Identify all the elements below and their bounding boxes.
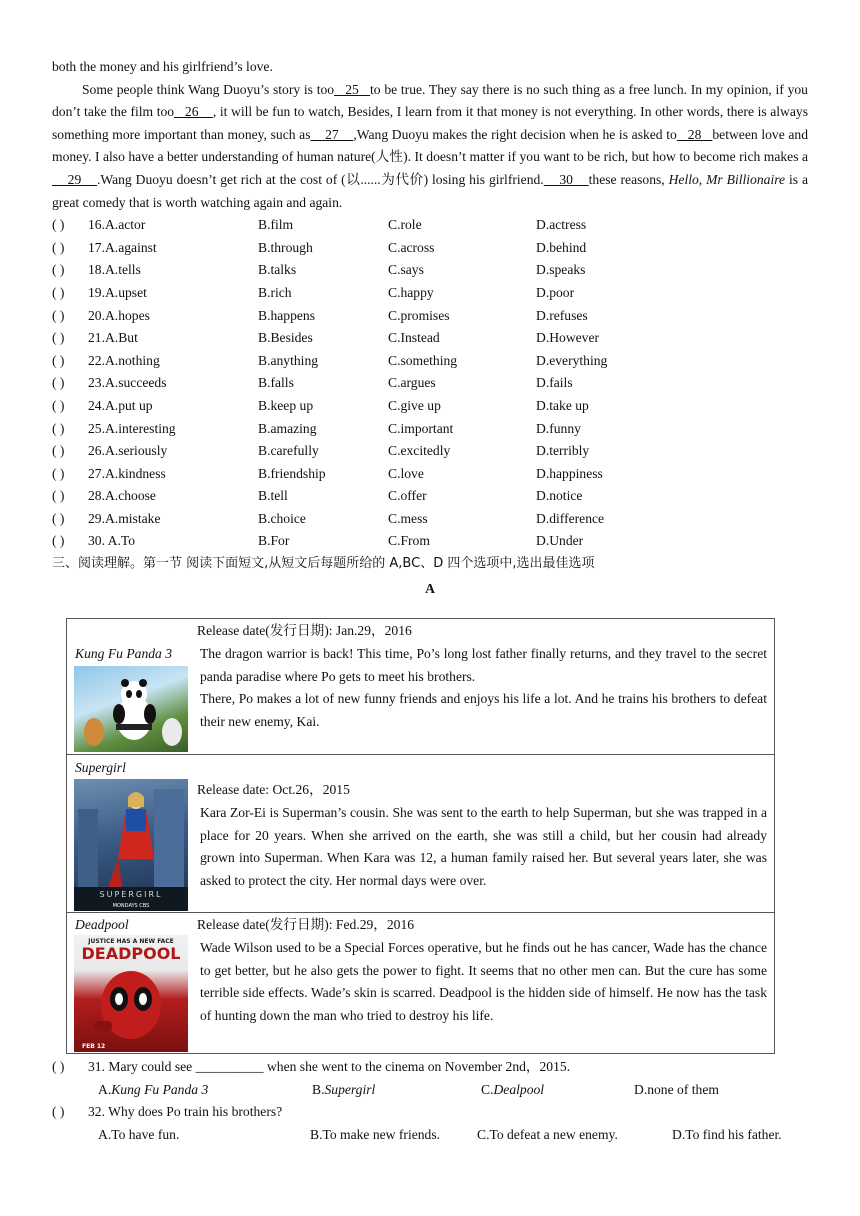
question-stem: 31. Mary could see __________ when she went to the cinema on November 2nd，2015. — [88, 1059, 571, 1074]
answer-paren[interactable]: ( ) — [52, 420, 65, 436]
answer-blank: 28 — [676, 126, 713, 142]
option-row — [52, 214, 808, 237]
option-c[interactable]: C.To defeat a new enemy. — [477, 1126, 618, 1142]
option-a[interactable]: A.Kung Fu Panda 3 — [98, 1081, 209, 1097]
option-c[interactable]: C.important — [388, 420, 454, 436]
option-c[interactable]: C.give up — [388, 397, 441, 413]
release-date: Release date(发行日期): Fed.29，2016 — [197, 917, 415, 932]
option-d[interactable]: D.take up — [536, 397, 589, 413]
option-row — [52, 372, 808, 395]
option-c[interactable]: C.Instead — [388, 330, 440, 346]
passage-text: between love and money. I also have a better understanding of human nature(人性). It doesn’t matter if you want to be rich, but how to become rich makes a — [52, 126, 809, 165]
answer-paren[interactable]: ( ) — [52, 330, 65, 346]
answer-paren[interactable]: ( ) — [52, 1059, 65, 1074]
option-d[interactable]: D.none of them — [634, 1081, 719, 1097]
option-a[interactable]: 25.A.interesting — [88, 420, 176, 436]
passage-text: to be true. They say there is no such thing as a free lunch. In my opinion, if you don’t take the film too — [52, 81, 808, 120]
option-row — [52, 463, 808, 486]
passage-line-0: both the money and his girlfriend’s love. — [52, 59, 273, 74]
option-b[interactable]: B.To make new friends. — [310, 1126, 441, 1142]
option-a[interactable]: A.To have fun. — [98, 1126, 180, 1142]
poster-tagline: JUSTICE HAS A NEW FACE — [88, 938, 174, 945]
passage-text: these reasons, — [588, 171, 669, 187]
option-b[interactable]: B.tell — [258, 488, 288, 504]
option-d[interactable]: D.happiness — [536, 465, 603, 481]
option-c[interactable]: C.argues — [388, 375, 436, 391]
option-row — [52, 395, 808, 418]
option-b[interactable]: B.Besides — [258, 330, 313, 346]
option-row — [52, 259, 808, 282]
option-row — [52, 440, 808, 463]
question-31 — [52, 1056, 812, 1146]
answer-blank: 26 — [174, 104, 213, 120]
movie-row-deadpool — [67, 913, 775, 1054]
option-row — [52, 508, 808, 531]
option-c[interactable]: C.love — [388, 465, 424, 481]
option-a[interactable]: 18.A.tells — [88, 262, 141, 278]
option-a[interactable]: 29.A.mistake — [88, 510, 161, 526]
option-c[interactable]: C.promises — [388, 307, 450, 323]
answer-paren[interactable]: ( ) — [52, 1104, 65, 1120]
option-c[interactable]: C.excitedly — [388, 443, 451, 459]
option-row — [52, 530, 808, 553]
option-a[interactable]: 17.A.against — [88, 239, 157, 255]
option-a[interactable]: 30. A.To — [88, 533, 136, 549]
option-b[interactable]: B.carefully — [258, 443, 319, 459]
answer-blank: 25 — [334, 81, 371, 97]
option-b[interactable]: B.falls — [258, 375, 294, 391]
option-d[interactable]: D.behind — [536, 239, 587, 255]
options-list — [52, 214, 808, 553]
section-letter: A — [425, 580, 435, 596]
option-row — [52, 237, 808, 260]
answer-paren[interactable]: ( ) — [52, 284, 65, 300]
option-row — [52, 305, 808, 328]
option-d[interactable]: D.terribly — [536, 443, 590, 459]
option-b[interactable]: B.For — [258, 533, 290, 549]
option-a[interactable]: 28.A.choose — [88, 488, 156, 504]
answer-paren[interactable]: ( ) — [52, 307, 65, 323]
movie-row-panda — [67, 619, 775, 755]
answer-paren[interactable]: ( ) — [52, 488, 65, 504]
movie-description-2: There, Po makes a lot of new funny friends and enjoys his life a lot. And he trains his brothers to defeat their new enemy, Kai. — [200, 691, 767, 729]
answer-paren[interactable]: ( ) — [52, 217, 65, 233]
option-b[interactable]: B.anything — [258, 352, 319, 368]
answer-paren[interactable]: ( ) — [52, 397, 65, 413]
option-d[interactable]: D.poor — [536, 284, 575, 300]
poster-title-text: SUPERGIRL — [99, 890, 163, 899]
option-d[interactable]: D.fails — [536, 375, 573, 391]
option-d[interactable]: D.speaks — [536, 262, 586, 278]
option-d[interactable]: D.To find his father. — [672, 1126, 782, 1142]
option-d[interactable]: D.actress — [536, 217, 587, 233]
answer-paren[interactable]: ( ) — [52, 239, 65, 255]
option-a[interactable]: 21.A.But — [88, 330, 138, 346]
release-date: Release date(发行日期): Jan.29，2016 — [197, 623, 412, 638]
option-d[interactable]: D.However — [536, 330, 600, 346]
option-c[interactable]: C.mess — [388, 510, 428, 526]
option-a[interactable]: 19.A.upset — [88, 284, 147, 300]
option-row — [52, 485, 808, 508]
answer-paren[interactable]: ( ) — [52, 443, 65, 459]
movie-description: Kara Zor-Ei is Superman’s cousin. She was sent to the earth to help Superman, but she was trapped in a place for 20 years. When she arrived on the earth, she was still a child, but her cousin had already grown into Superman. When Kara was 12, a human family raised her. But several years later, she was asked to protect the city. Her normal days were over. — [200, 805, 767, 888]
poster-sub-text: MONDAYS CBS — [112, 903, 150, 909]
movie-description: Wade Wilson used to be a Special Forces operative, but he finds out he has cancer, Wade has the chance to get better, but he also gets the power to fight. It seems that no other men can. But the cure has some terrible side effects. Wade’s skin is scarred. Deadpool is the hidden side of himself. He now has the task of hunting down the man who tried to destroy his life. — [200, 940, 767, 1023]
option-row — [52, 327, 808, 350]
option-row — [52, 418, 808, 441]
answer-paren[interactable]: ( ) — [52, 533, 65, 549]
option-b[interactable]: B.film — [258, 217, 294, 233]
option-row — [52, 350, 808, 373]
answer-paren[interactable]: ( ) — [52, 375, 65, 391]
question-stem: 32. Why does Po train his brothers? — [88, 1104, 283, 1120]
answer-paren[interactable]: ( ) — [52, 262, 65, 278]
option-b[interactable]: B.amazing — [258, 420, 317, 436]
kung-fu-panda-poster — [74, 666, 188, 752]
movie-title: Supergirl — [75, 760, 126, 775]
option-c[interactable]: C.says — [388, 262, 424, 278]
poster-date-text: FEB 12 — [82, 1043, 106, 1050]
movie-title: Kung Fu Panda 3 — [75, 646, 173, 661]
option-b[interactable]: B.rich — [258, 284, 292, 300]
release-date: Release date: Oct.26，2015 — [197, 782, 350, 797]
answer-paren[interactable]: ( ) — [52, 352, 65, 368]
passage-paragraph — [52, 79, 808, 215]
option-b[interactable]: B.keep up — [258, 397, 314, 413]
passage — [52, 56, 808, 598]
option-d[interactable]: D.difference — [536, 510, 605, 526]
passage-text: is a great comedy that is worth watching again and again. — [52, 171, 808, 210]
supergirl-poster — [74, 779, 188, 911]
option-c[interactable]: C.offer — [388, 488, 427, 504]
option-a[interactable]: 16.A.actor — [88, 217, 146, 233]
option-a[interactable]: 22.A.nothing — [88, 352, 160, 368]
movie-title: Deadpool — [75, 917, 129, 932]
movie-table — [66, 618, 775, 1054]
option-a[interactable]: 26.A.seriously — [88, 443, 168, 459]
option-b[interactable]: B.Supergirl — [312, 1081, 376, 1097]
option-b[interactable]: B.talks — [258, 262, 297, 278]
option-c[interactable]: C.across — [388, 239, 435, 255]
option-d[interactable]: D.funny — [536, 420, 581, 436]
option-d[interactable]: D.Under — [536, 533, 584, 549]
passage-text: Some people think Wang Duoyu’s story is too — [82, 81, 335, 97]
option-b[interactable]: B.friendship — [258, 465, 326, 481]
answer-paren[interactable]: ( ) — [52, 465, 65, 481]
answer-blank: 30 — [543, 171, 589, 187]
option-a[interactable]: 27.A.kindness — [88, 465, 166, 481]
option-d[interactable]: D.everything — [536, 352, 608, 368]
option-row — [52, 282, 808, 305]
passage-text: ,Wang Duoyu makes the right decision when he is asked to — [353, 126, 677, 142]
option-a[interactable]: 20.A.hopes — [88, 307, 150, 323]
answer-paren[interactable]: ( ) — [52, 510, 65, 526]
answer-blank: 29 — [52, 171, 97, 187]
poster-title-text: DEADPOOL — [81, 944, 181, 963]
option-c[interactable]: C.Dealpool — [481, 1081, 545, 1097]
option-b[interactable]: B.happens — [258, 307, 316, 323]
film-title: Hello, Mr Billionaire — [668, 171, 786, 187]
option-c[interactable]: C.happy — [388, 284, 434, 300]
option-a[interactable]: 23.A.succeeds — [88, 375, 167, 391]
option-b[interactable]: B.through — [258, 239, 313, 255]
option-d[interactable]: D.notice — [536, 488, 583, 504]
movie-description: The dragon warrior is back! This time, Po’s long lost father finally returns, and they travel to the secret panda paradise where Po gets to meet his brothers. — [200, 646, 767, 684]
option-c[interactable]: C.something — [388, 352, 458, 368]
passage-text: .Wang Duoyu doesn’t get rich at the cost of (以......为代价) losing his girlfriend. — [96, 171, 544, 187]
option-c[interactable]: C.role — [388, 217, 422, 233]
answer-blank: 27 — [310, 126, 354, 142]
deadpool-poster — [74, 935, 188, 1052]
section-heading: 三、阅读理解。第一节 阅读下面短文,从短文后每题所给的 A,BC、D 四个选项中,选出最佳选项 — [52, 556, 595, 572]
option-d[interactable]: D.refuses — [536, 307, 588, 323]
passage-text: , it will be fun to watch, Besides, I learn from it that money is not everything. In other words, there is always something more important than money, such as — [52, 104, 808, 142]
option-c[interactable]: C.From — [388, 533, 430, 549]
option-b[interactable]: B.choice — [258, 510, 306, 526]
movie-row-supergirl — [67, 755, 775, 913]
option-a[interactable]: 24.A.put up — [88, 397, 153, 413]
